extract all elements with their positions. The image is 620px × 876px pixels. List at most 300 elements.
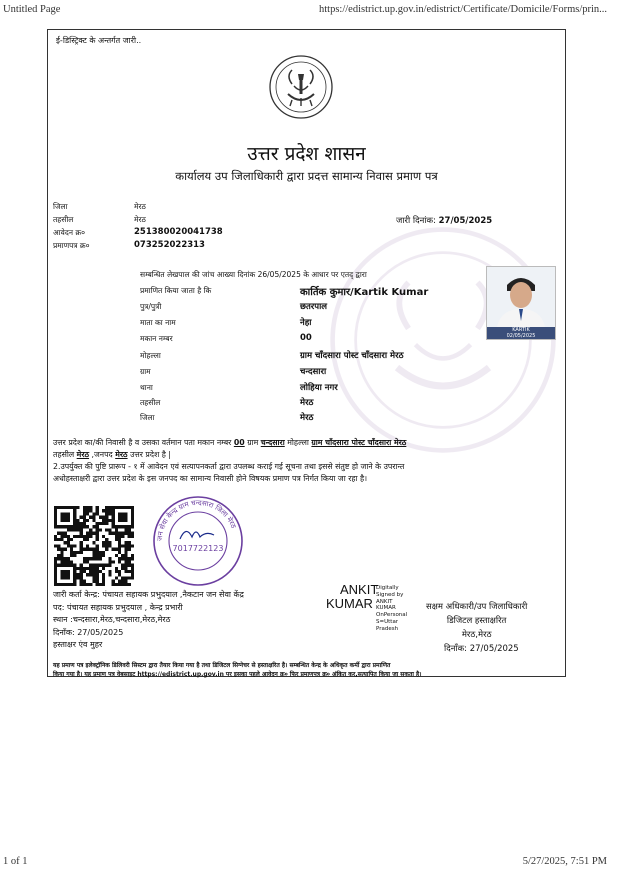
qr-module <box>67 538 70 541</box>
qr-module <box>80 516 83 519</box>
signature-detail-line: S=Uttar <box>376 618 399 625</box>
qr-module <box>60 554 63 557</box>
qr-module <box>80 583 83 586</box>
signature-detail-line: ANKIT <box>376 598 393 605</box>
certificate <box>47 29 566 677</box>
qr-module <box>86 538 89 541</box>
state-emblem-seal-icon <box>268 54 334 120</box>
qr-module <box>99 583 102 586</box>
qr-module <box>86 544 89 547</box>
qr-module <box>57 548 60 551</box>
qr-module <box>80 548 83 551</box>
qr-module <box>89 509 92 512</box>
residence-tehsil: मेरठ <box>76 450 90 459</box>
qr-module <box>73 544 76 547</box>
qr-module <box>67 528 70 531</box>
qr-code <box>54 506 134 586</box>
qr-module <box>70 528 73 531</box>
issued-under-note: ई-डिस्ट्रिक्ट के अन्तर्गत जारी.. <box>56 36 142 45</box>
qr-module <box>105 519 108 522</box>
qr-module <box>76 528 79 531</box>
qr-module <box>124 544 127 547</box>
qr-module <box>89 573 92 576</box>
qr-module <box>83 522 86 525</box>
residence-mohalla: ग्राम चाँदसारा पोस्ट चाँदसारा मेरठ <box>311 438 407 447</box>
qr-module <box>60 535 63 538</box>
qr-module <box>131 564 134 567</box>
qr-module <box>86 525 89 528</box>
qr-module <box>96 525 99 528</box>
qr-module <box>124 576 127 579</box>
qr-module <box>76 506 79 509</box>
thana-value: लोहिया नगर <box>300 383 338 393</box>
photo-caption-date: 02/05/2025 <box>506 333 536 339</box>
qr-module <box>112 560 115 563</box>
qr-module <box>57 538 60 541</box>
qr-module <box>124 532 127 535</box>
signer-name-2: KUMAR <box>326 596 373 611</box>
qr-module <box>73 554 76 557</box>
qr-module <box>105 548 108 551</box>
qr-module <box>86 560 89 563</box>
qr-module <box>118 551 121 554</box>
qr-module <box>128 532 131 535</box>
qr-module <box>92 532 95 535</box>
qr-module <box>99 522 102 525</box>
qr-module <box>118 580 121 583</box>
qr-module <box>96 576 99 579</box>
qr-module <box>102 551 105 554</box>
qr-module <box>124 567 127 570</box>
qr-module <box>128 548 131 551</box>
qr-module <box>105 522 108 525</box>
qr-module <box>86 532 89 535</box>
qr-module <box>108 560 111 563</box>
qr-module <box>80 576 83 579</box>
authority-signed: डिजिटल हस्ताक्षरित <box>446 616 507 626</box>
qr-module <box>83 567 86 570</box>
qr-module <box>118 583 121 586</box>
qr-module <box>57 532 60 535</box>
signature-detail-line: Pradesh <box>376 625 399 632</box>
qr-module <box>124 570 127 573</box>
certificate-number-label: प्रमाणपत्र क्र० <box>53 241 90 250</box>
qr-module <box>80 580 83 583</box>
qr-module <box>131 544 134 547</box>
qr-module <box>83 570 86 573</box>
qr-module <box>92 570 95 573</box>
qr-module <box>96 570 99 573</box>
qr-module <box>131 576 134 579</box>
qr-module <box>64 557 67 560</box>
qr-module <box>121 580 124 583</box>
qr-module <box>118 570 121 573</box>
qr-module <box>96 509 99 512</box>
qr-module <box>86 567 89 570</box>
watermark-emblem-icon <box>328 225 558 455</box>
authority-title: सक्षम अधिकारी/उप जिलाधिकारी <box>426 602 528 612</box>
applicant-name: कार्तिक कुमार/Kartik Kumar <box>300 287 429 298</box>
qr-module <box>92 541 95 544</box>
qr-module <box>115 548 118 551</box>
qr-module <box>112 583 115 586</box>
residence-paragraph <box>53 437 561 485</box>
signature-details <box>376 585 407 633</box>
residence-text-4: तहसील <box>53 450 75 459</box>
house-number: 00 <box>300 333 312 343</box>
qr-module <box>89 506 92 509</box>
residence-text-2: ग्राम <box>247 438 259 447</box>
qr-module <box>86 506 89 509</box>
qr-module <box>99 516 102 519</box>
qr-module <box>102 519 105 522</box>
qr-module <box>89 516 92 519</box>
confirmation-line-2: अधोहस्ताक्षरी द्वारा उत्तर प्रदेश के इस जनपद का सामान्य निवासी होने विषयक प्रमाण पत्र निर्गत किया जा रहा है। <box>53 474 368 483</box>
qr-module <box>89 532 92 535</box>
qr-module <box>70 544 73 547</box>
photo-caption <box>487 327 555 339</box>
qr-module <box>92 576 95 579</box>
verification-text: सम्बन्धित लेखपाल की जांच आख्या दिनांक 26/05/2025 के आधार पर एतद् द्वारा <box>140 270 367 279</box>
qr-finder-pattern <box>60 512 70 522</box>
qr-module <box>121 567 124 570</box>
qr-module <box>96 522 99 525</box>
qr-module <box>102 580 105 583</box>
qr-module <box>83 538 86 541</box>
mohalla-value: ग्राम चाँदसारा पोस्ट चाँदसारा मेरठ <box>300 351 404 361</box>
qr-module <box>108 512 111 515</box>
issuer-post: पद: पंचायत सहायक प्रभुदयाल , केन्द्र प्रभारी <box>53 602 183 612</box>
qr-module <box>96 557 99 560</box>
qr-module <box>80 528 83 531</box>
signature-detail-line: OnPersonal <box>376 612 408 619</box>
qr-module <box>121 557 124 560</box>
qr-module <box>118 541 121 544</box>
qr-module <box>89 535 92 538</box>
qr-module <box>86 509 89 512</box>
qr-module <box>89 528 92 531</box>
qr-module <box>83 535 86 538</box>
qr-module <box>60 548 63 551</box>
qr-module <box>96 538 99 541</box>
qr-module <box>115 567 118 570</box>
signature-detail-line: KUMAR <box>376 605 396 612</box>
residence-house: 00 <box>233 438 245 447</box>
qr-module <box>92 567 95 570</box>
signature-seal-label: हस्ताक्षर एंव मुहर <box>53 640 103 649</box>
qr-module <box>128 544 131 547</box>
qr-module <box>112 548 115 551</box>
qr-module <box>108 509 111 512</box>
footer-note-line-2: किया गया है। यह प्रमाण पत्र वेबसाइट https://edistrict.up.gov.in पर इसका पहले आवेदन क्र० फिर प्रमाणपत्र क्र० अंकित कर,सत्यापित किया जा सकता है। <box>53 671 422 678</box>
qr-module <box>121 554 124 557</box>
application-number: 251380020041738 <box>134 227 223 237</box>
qr-module <box>105 509 108 512</box>
qr-module <box>80 532 83 535</box>
qr-module <box>112 580 115 583</box>
signature-detail-line: Signed by <box>376 591 404 598</box>
qr-module <box>128 560 131 563</box>
qr-module <box>92 573 95 576</box>
qr-module <box>121 535 124 538</box>
qr-module <box>128 541 131 544</box>
qr-module <box>54 535 57 538</box>
qr-module <box>121 576 124 579</box>
qr-module <box>92 554 95 557</box>
qr-module <box>76 535 79 538</box>
qr-module <box>108 506 111 509</box>
qr-module <box>124 551 127 554</box>
qr-module <box>105 516 108 519</box>
qr-module <box>86 548 89 551</box>
signature-detail-line: Digitally <box>376 585 399 591</box>
page-count: 1 of 1 <box>3 856 28 867</box>
qr-module <box>92 519 95 522</box>
person-photo-icon <box>487 267 555 327</box>
qr-module <box>60 538 63 541</box>
qr-module <box>115 576 118 579</box>
residence-line-1 <box>53 437 561 449</box>
qr-module <box>67 544 70 547</box>
qr-module <box>70 538 73 541</box>
qr-module <box>96 528 99 531</box>
qr-module <box>73 551 76 554</box>
qr-module <box>64 532 67 535</box>
qr-module <box>128 535 131 538</box>
residence-text-1: उत्तर प्रदेश का/की निवासी है व उसका वर्तमान पता मकान नम्बर <box>53 438 232 447</box>
qr-module <box>96 551 99 554</box>
qr-module <box>108 573 111 576</box>
qr-module <box>67 541 70 544</box>
qr-module <box>121 583 124 586</box>
qr-module <box>80 570 83 573</box>
qr-module <box>64 535 67 538</box>
qr-module <box>99 528 102 531</box>
qr-module <box>124 580 127 583</box>
qr-module <box>76 551 79 554</box>
qr-module <box>99 564 102 567</box>
tehsil2-label: तहसील <box>140 398 161 407</box>
qr-module <box>60 551 63 554</box>
confirmation-line-1: 2.उपर्युक्त की पुष्टि प्रारूप - १ में आवेदन एवं सत्यापनकर्ता द्वारा उपलब्ध कराई गई सूचना तथा इससे संतुष्ट हो जाने के उपरान्त <box>53 462 405 471</box>
qr-module <box>92 512 95 515</box>
qr-module <box>96 564 99 567</box>
tehsil2-value: मेरठ <box>300 398 314 408</box>
qr-module <box>54 544 57 547</box>
qr-module <box>73 528 76 531</box>
qr-module <box>102 544 105 547</box>
qr-module <box>96 580 99 583</box>
qr-module <box>89 548 92 551</box>
qr-module <box>115 535 118 538</box>
qr-module <box>67 535 70 538</box>
tehsil-value: मेरठ <box>134 215 146 224</box>
qr-module <box>128 564 131 567</box>
qr-module <box>89 557 92 560</box>
authority-date: दिनाँक: 27/05/2025 <box>444 644 519 654</box>
qr-module <box>83 580 86 583</box>
mohalla-label: मोहल्ला <box>140 351 161 360</box>
issuer-place: स्थान :चन्दसारा,मेरठ,चन्दसारा,मेरठ,मेरठ <box>53 615 171 624</box>
qr-module <box>121 544 124 547</box>
qr-module <box>105 541 108 544</box>
qr-module <box>105 544 108 547</box>
qr-module <box>80 522 83 525</box>
qr-module <box>108 519 111 522</box>
qr-module <box>124 548 127 551</box>
qr-module <box>92 525 95 528</box>
qr-module <box>102 567 105 570</box>
qr-module <box>80 541 83 544</box>
qr-module <box>102 573 105 576</box>
qr-module <box>96 548 99 551</box>
qr-finder-pattern <box>60 570 70 580</box>
qr-module <box>124 554 127 557</box>
qr-module <box>57 554 60 557</box>
qr-module <box>76 525 79 528</box>
qr-module <box>86 583 89 586</box>
certificate-subtitle: कार्यालय उप जिलाधिकारी द्वारा प्रदत्त सामान्य निवास प्रमाण पत्र <box>175 169 438 183</box>
qr-module <box>92 551 95 554</box>
qr-module <box>83 557 86 560</box>
qr-module <box>118 535 121 538</box>
certify-text: प्रमाणित किया जाता है कि <box>140 286 212 295</box>
qr-module <box>76 567 79 570</box>
issue-date-label: जारी दिनांक: <box>396 216 436 226</box>
qr-module <box>115 538 118 541</box>
mother-name: नेहा <box>300 318 312 328</box>
qr-module <box>115 554 118 557</box>
qr-module <box>76 576 79 579</box>
qr-module <box>105 512 108 515</box>
qr-module <box>124 557 127 560</box>
qr-module <box>108 541 111 544</box>
qr-module <box>96 506 99 509</box>
qr-module <box>92 580 95 583</box>
qr-module <box>83 519 86 522</box>
qr-module <box>108 557 111 560</box>
district-value: मेरठ <box>134 202 146 211</box>
qr-module <box>83 516 86 519</box>
qr-module <box>108 544 111 547</box>
qr-module <box>96 512 99 515</box>
qr-module <box>54 560 57 563</box>
applicant-photo <box>486 266 556 340</box>
qr-module <box>102 541 105 544</box>
qr-module <box>124 541 127 544</box>
residence-text-3: मोहल्ला <box>287 438 309 447</box>
qr-module <box>128 570 131 573</box>
qr-module <box>102 535 105 538</box>
qr-module <box>121 564 124 567</box>
certificate-title: उत्तर प्रदेश शासन <box>247 143 366 165</box>
qr-module <box>105 528 108 531</box>
qr-module <box>70 551 73 554</box>
qr-module <box>102 554 105 557</box>
district2-label: जिला <box>140 413 155 422</box>
qr-module <box>92 564 95 567</box>
stamp-ring-text: जन सेवा केन्द्र ग्राम चन्दसारा जिला मेरठ <box>155 498 238 542</box>
qr-module <box>115 583 118 586</box>
tehsil-label: तहसील <box>53 215 74 224</box>
village-label: ग्राम <box>140 367 151 376</box>
qr-module <box>92 516 95 519</box>
qr-module <box>83 560 86 563</box>
qr-module <box>108 564 111 567</box>
son-of-label: पुत्र/पुत्री <box>140 302 162 311</box>
footer-note-line-1: यह प्रमाण पत्र इलेक्ट्रॉनिक डिलिवरी सिस्टम द्वारा तैयार किया गया है तथा डिजिटल सिग्नेचर से हस्ताक्षरित है। सम्बन्धित केन्द्र के अधिकृत कर्मी द्वारा प्रमाणित <box>53 662 391 669</box>
qr-module <box>89 567 92 570</box>
qr-module <box>118 573 121 576</box>
issuer-date: दिनाँक: 27/05/2025 <box>53 627 124 637</box>
qr-module <box>96 583 99 586</box>
qr-module <box>96 544 99 547</box>
qr-module <box>105 506 108 509</box>
print-datetime: 5/27/2025, 7:51 PM <box>522 856 607 867</box>
qr-module <box>80 564 83 567</box>
residence-text-5: ,जनपद <box>91 450 113 459</box>
residence-line-2 <box>53 449 561 461</box>
qr-module <box>73 535 76 538</box>
qr-module <box>96 554 99 557</box>
qr-module <box>86 512 89 515</box>
qr-module <box>76 519 79 522</box>
qr-module <box>108 532 111 535</box>
qr-module <box>108 570 111 573</box>
thana-label: थाना <box>140 383 153 392</box>
qr-module <box>105 538 108 541</box>
qr-module <box>102 509 105 512</box>
seva-kendra-stamp-icon <box>152 495 244 587</box>
qr-module <box>83 509 86 512</box>
qr-module <box>80 567 83 570</box>
qr-module <box>102 583 105 586</box>
qr-module <box>96 535 99 538</box>
qr-module <box>99 570 102 573</box>
qr-module <box>54 538 57 541</box>
signer-name-1: ANKIT <box>340 582 379 597</box>
qr-module <box>128 557 131 560</box>
certificate-number: 073252022313 <box>134 240 205 250</box>
qr-module <box>70 560 73 563</box>
qr-module <box>92 557 95 560</box>
qr-module <box>83 525 86 528</box>
qr-module <box>108 528 111 531</box>
qr-module <box>86 535 89 538</box>
footer-note <box>53 661 561 679</box>
qr-module <box>80 535 83 538</box>
qr-module <box>92 548 95 551</box>
qr-module <box>86 557 89 560</box>
digital-signature <box>326 582 408 632</box>
qr-module <box>112 532 115 535</box>
stamp-number: 7017722123 <box>172 544 224 553</box>
qr-module <box>102 516 105 519</box>
qr-module <box>86 573 89 576</box>
qr-module <box>64 541 67 544</box>
qr-module <box>131 554 134 557</box>
qr-module <box>118 548 121 551</box>
qr-module <box>99 554 102 557</box>
issuer-block <box>53 589 244 652</box>
qr-module <box>83 548 86 551</box>
father-name: छतरपाल <box>300 302 328 312</box>
qr-module <box>128 528 131 531</box>
browser-url: https://edistrict.up.gov.in/edistrict/Certificate/Domicile/Forms/prin... <box>319 4 608 15</box>
qr-module <box>60 532 63 535</box>
residence-village: चन्दसारा <box>260 438 285 447</box>
qr-module <box>80 551 83 554</box>
